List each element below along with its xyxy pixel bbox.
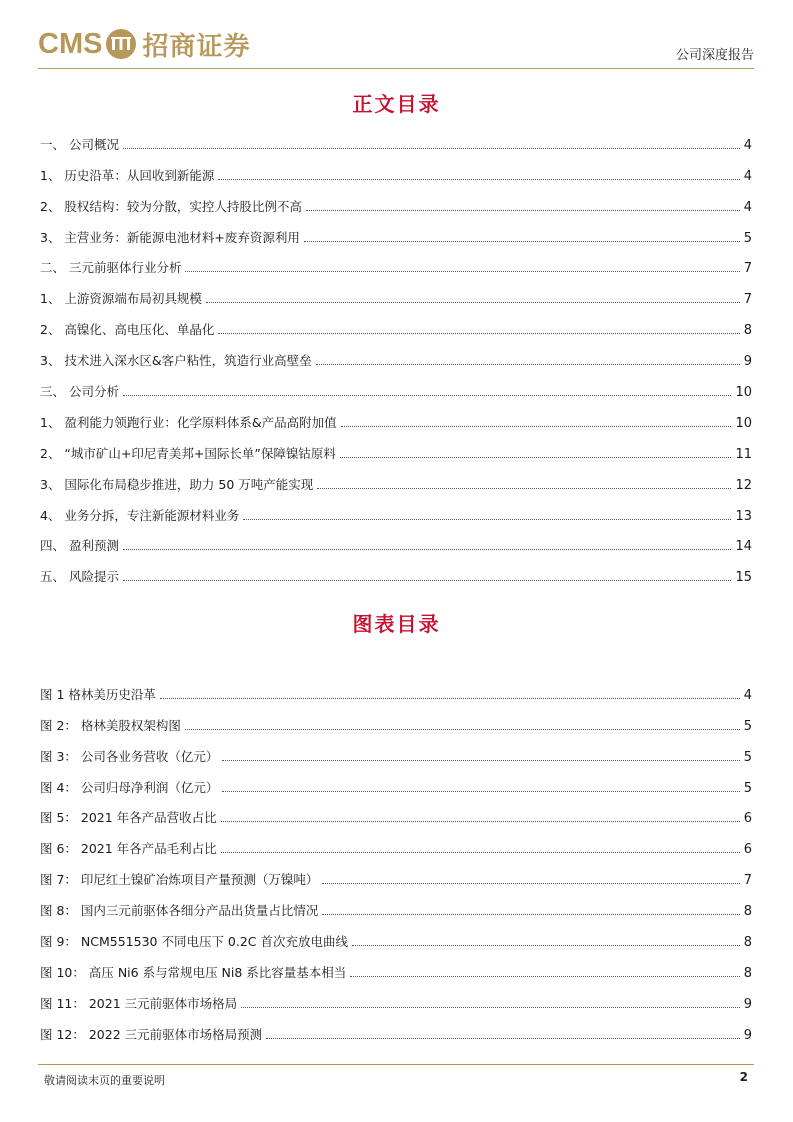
toc-entry[interactable] — [40, 371, 752, 402]
dot-leader — [160, 698, 740, 699]
main-toc-list — [40, 124, 752, 587]
toc-entry-page: 10 — [735, 415, 752, 431]
toc-entry-page: 11 — [735, 446, 752, 462]
toc-entry-label: 图 5： 2021 年各产品营收占比 — [40, 810, 217, 826]
toc-entry-label: 图 12： 2022 三元前驱体市场格局预测 — [40, 1026, 263, 1042]
toc-entry-label: 一、 公司概况 — [40, 136, 119, 152]
toc-entry-label: 2、 “城市矿山+印尼青美邦+国际长单”保障镍钴原料 — [40, 445, 336, 461]
toc-entry-page: 7 — [743, 292, 752, 308]
toc-entry-page: 8 — [743, 904, 752, 920]
toc-entry-label: 2、 高镍化、高电压化、单晶化 — [40, 322, 215, 338]
toc-entry-label: 五、 风险提示 — [40, 569, 119, 585]
toc-entry-page: 9 — [743, 354, 752, 370]
toc-entry-label: 3、 主营业务：新能源电池材料+废弃资源利用 — [40, 229, 300, 245]
dot-leader — [316, 364, 740, 365]
dot-leader — [350, 976, 739, 977]
toc-entry-label: 3、 国际化布局稳步推进，助力 50 万吨产能实现 — [40, 476, 314, 492]
figure-entry[interactable] — [40, 767, 752, 798]
logo-cms-text: CMS — [38, 27, 103, 60]
toc-entry-label: 三、 公司分析 — [40, 384, 119, 400]
toc-entry-page: 8 — [743, 935, 752, 951]
figure-entry[interactable] — [40, 983, 752, 1014]
toc-entry[interactable] — [40, 526, 752, 557]
report-type-label: 公司深度报告 — [675, 48, 754, 63]
toc-entry[interactable] — [40, 464, 752, 495]
toc-entry-label: 2、 股权结构：较为分散，实控人持股比例不高 — [40, 198, 302, 214]
toc-entry-page: 5 — [743, 230, 752, 246]
toc-entry-label: 图 1 格林美历史沿革 — [40, 686, 156, 702]
toc-entry-label: 图 8： 国内三元前驱体各细分产品出货量占比情况 — [40, 903, 319, 919]
dot-leader — [123, 148, 740, 149]
page-number: 2 — [739, 1070, 748, 1084]
toc-entry-label: 1、 上游资源端布局初具规模 — [40, 291, 202, 307]
toc-entry[interactable] — [40, 309, 752, 340]
dot-leader — [123, 395, 731, 396]
figure-toc-list — [40, 674, 752, 1045]
toc-entry-page: 8 — [743, 965, 752, 981]
dot-leader — [185, 729, 740, 730]
dot-leader — [317, 488, 731, 489]
toc-entry-label: 图 11： 2021 三元前驱体市场格局 — [40, 995, 238, 1011]
figure-entry[interactable] — [40, 798, 752, 829]
toc-entry-label: 图 6： 2021 年各产品毛利占比 — [40, 841, 217, 857]
dot-leader — [218, 333, 739, 334]
figure-entry[interactable] — [40, 890, 752, 921]
toc-entry-label: 图 4： 公司归母净利润（亿元） — [40, 779, 219, 795]
figure-entry[interactable] — [40, 674, 752, 705]
dot-leader — [243, 519, 731, 520]
toc-entry-page: 4 — [743, 199, 752, 215]
toc-entry-page: 7 — [743, 873, 752, 889]
dot-leader — [222, 760, 739, 761]
toc-entry-page: 15 — [735, 570, 752, 586]
toc-entry-page: 9 — [743, 996, 752, 1012]
toc-entry-page: 6 — [743, 842, 752, 858]
toc-entry-label: 二、 三元前驱体行业分析 — [40, 260, 182, 276]
toc-entry[interactable] — [40, 248, 752, 279]
main-toc-title: 正文目录 — [352, 92, 441, 116]
dot-leader — [206, 302, 740, 303]
figure-entry[interactable] — [40, 921, 752, 952]
toc-entry-label: 4、 业务分拆，专注新能源材料业务 — [40, 507, 240, 523]
toc-entry-label: 1、 历史沿革：从回收到新能源 — [40, 167, 215, 183]
dot-leader — [218, 179, 739, 180]
dot-leader — [123, 549, 731, 550]
toc-entry-page: 4 — [743, 687, 752, 703]
dot-leader — [123, 580, 731, 581]
dot-leader — [304, 241, 740, 242]
toc-entry-page: 8 — [743, 323, 752, 339]
toc-entry[interactable] — [40, 124, 752, 155]
toc-entry-label: 3、 技术进入深水区&客户粘性，筑造行业高壁垒 — [40, 353, 312, 369]
figure-entry[interactable] — [40, 705, 752, 736]
toc-entry[interactable] — [40, 495, 752, 526]
toc-entry[interactable] — [40, 155, 752, 186]
toc-entry[interactable] — [40, 340, 752, 371]
toc-entry-page: 13 — [735, 508, 752, 524]
dot-leader — [222, 791, 739, 792]
toc-entry-page: 5 — [743, 780, 752, 796]
dot-leader — [221, 821, 740, 822]
page-header — [38, 22, 754, 69]
toc-entry-label: 图 10： 高压 Ni6 系与常规电压 Ni8 系比容量基本相当 — [40, 964, 347, 980]
figure-toc-title: 图表目录 — [352, 612, 441, 636]
toc-entry-page: 9 — [743, 1027, 752, 1043]
toc-entry-label: 1、 盈利能力领跑行业：化学原料体系&产品高附加值 — [40, 414, 337, 430]
page-footer — [38, 1064, 754, 1089]
figure-entry[interactable] — [40, 859, 752, 890]
toc-entry-page: 12 — [735, 477, 752, 493]
dot-leader — [340, 457, 732, 458]
toc-entry-label: 图 7： 印尼红土镍矿冶炼项目产量预测（万镍吨） — [40, 872, 319, 888]
toc-entry-page: 4 — [743, 168, 752, 184]
logo-chinese-name: 招商证券 — [142, 31, 251, 62]
dot-leader — [185, 271, 739, 272]
figure-entry[interactable] — [40, 952, 752, 983]
toc-entry-page: 6 — [743, 811, 752, 827]
dot-leader — [322, 883, 739, 884]
toc-entry[interactable] — [40, 217, 752, 248]
dot-leader — [352, 945, 740, 946]
toc-entry-label: 图 2： 格林美股权架构图 — [40, 717, 181, 733]
dot-leader — [322, 914, 739, 915]
disclaimer-note: 敬请阅读末页的重要说明 — [44, 1074, 165, 1087]
toc-entry-page: 5 — [743, 718, 752, 734]
dot-leader — [266, 1038, 740, 1039]
toc-entry-label: 四、 盈利预测 — [40, 538, 119, 554]
toc-entry-page: 5 — [743, 749, 752, 765]
dot-leader — [221, 852, 740, 853]
figure-entry[interactable] — [40, 1014, 752, 1045]
dot-leader — [341, 426, 732, 427]
figure-entry[interactable] — [40, 736, 752, 767]
toc-entry-label: 图 9： NCM551530 不同电压下 0.2C 首次充放电曲线 — [40, 934, 349, 950]
toc-entry[interactable] — [40, 433, 752, 464]
company-logo — [38, 26, 250, 62]
toc-entry-page: 7 — [743, 261, 752, 277]
dot-leader — [306, 210, 740, 211]
figure-entry[interactable] — [40, 828, 752, 859]
toc-entry[interactable] — [40, 556, 752, 587]
toc-entry[interactable] — [40, 186, 752, 217]
dot-leader — [241, 1007, 740, 1008]
toc-entry-page: 10 — [735, 385, 752, 401]
toc-entry-page: 4 — [743, 137, 752, 153]
toc-entry[interactable] — [40, 278, 752, 309]
toc-entry-page: 14 — [735, 539, 752, 555]
toc-entry[interactable] — [40, 402, 752, 433]
toc-entry-label: 图 3： 公司各业务营收（亿元） — [40, 748, 219, 764]
logo-emblem-icon — [106, 29, 136, 59]
